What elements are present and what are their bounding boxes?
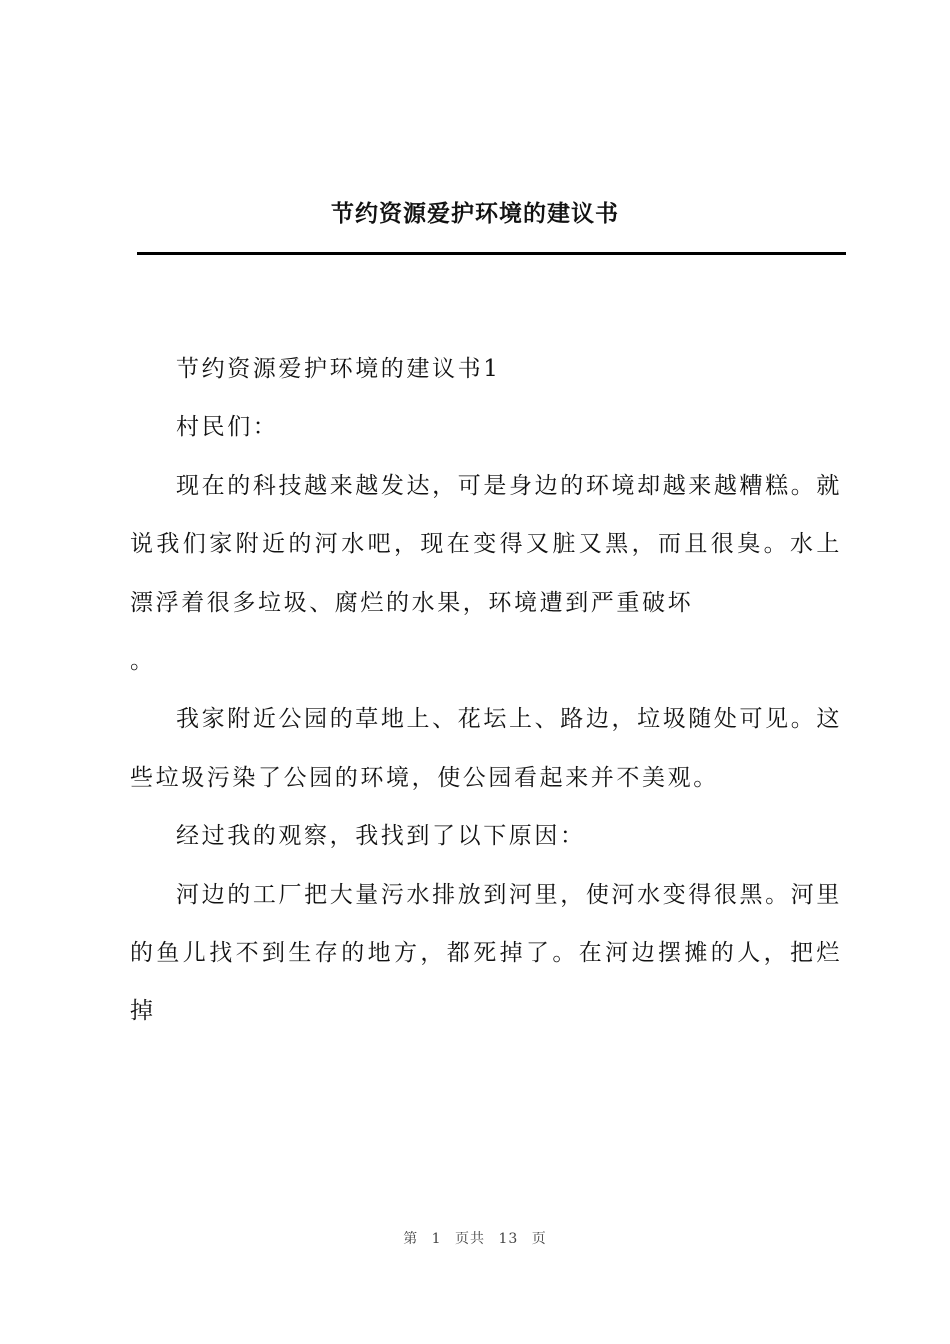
document-title: 节约资源爱护环境的建议书	[331, 201, 619, 227]
paragraph: 河边的工厂把大量污水排放到河里，使河水变得很黑。河里的鱼儿找不到生存的地方，都死掉了。在河边摆摊的人，把烂掉	[130, 881, 842, 1025]
paragraph: 我家附近公园的草地上、花坛上、路边，垃圾随处可见。这些垃圾污染了公园的环境，使公园看起来并不美观。	[130, 706, 842, 791]
document-body	[130, 340, 842, 1041]
paragraph-period: 。	[130, 648, 156, 675]
paragraph: 现在的科技越来越发达，可是身边的环境却越来越糟糕。就说我们家附近的河水吧，现在变得又脏又黑，而且很臭。水上漂浮着很多垃圾、腐烂的水果，环境遭到严重破坏	[130, 472, 842, 616]
paragraph-heading: 节约资源爱护环境的建议书1	[176, 356, 501, 382]
title-underline	[137, 252, 846, 255]
paragraph-salutation: 村民们：	[176, 414, 279, 441]
paragraph: 经过我的观察，我找到了以下原因：	[176, 823, 586, 850]
page-number-footer: 第 1 页共 13 页	[403, 1231, 547, 1247]
